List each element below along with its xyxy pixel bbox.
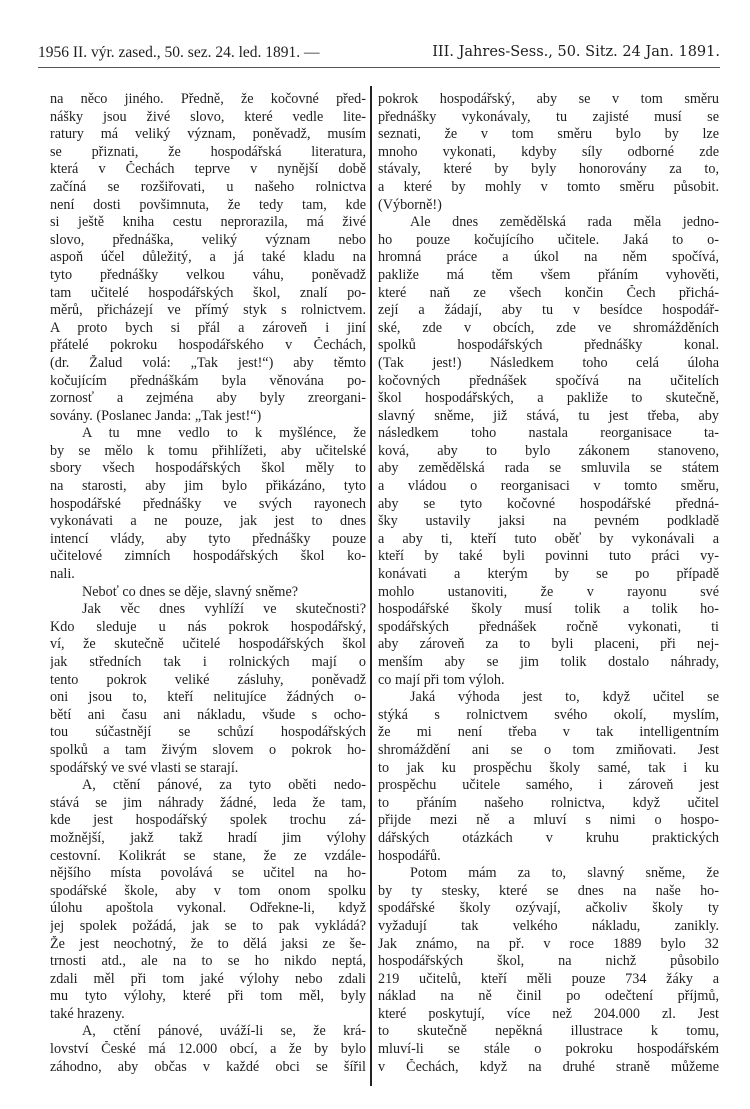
paragraph xyxy=(50,425,366,583)
text-line: (Tak jest!) Následkem toho celá úloha xyxy=(378,354,719,371)
text-line: 219 učitelů, kteří měli pouze 734 žáky a xyxy=(378,970,719,987)
text-line: mluví-li se stále o pokroku hospodářském xyxy=(378,1041,719,1058)
text-line: sovány. (Poslanec Janda: „Tak jest!“) xyxy=(50,407,262,424)
text-line: že mi není třeba v tak intelligentním xyxy=(378,724,719,741)
text-line: přijde mezi ně a mluví s nimi o hospo- xyxy=(378,812,719,829)
paragraph xyxy=(50,584,366,602)
text-line: které naň ze všech končin Čech přichá- xyxy=(378,284,719,301)
text-line: úlohu apoštola vykonal. Odřekne-li, když xyxy=(50,900,366,917)
text-line: škol hospodářských, a pakliže to skutečně, xyxy=(378,390,719,407)
text-line: cestovní. Kolikrát se stane, že ze vzdále- xyxy=(50,847,366,864)
text-line: stávaly, které by byly honorovány za to, xyxy=(378,161,719,178)
text-line: v Čechách, když na druhé straně můžeme xyxy=(378,1058,719,1075)
text-line: pokrok hospodářský, aby se v tom směru xyxy=(378,91,719,107)
text-line: náklad na ně činil po odečtení příjmů, xyxy=(378,988,719,1005)
page-header xyxy=(38,44,720,66)
header-rule xyxy=(38,67,720,68)
text-line: intencí vlády, aby tyto přednášky pouze xyxy=(50,530,366,547)
text-line: Kdo sleduje u nás pokrok hospodářský, xyxy=(50,618,366,635)
text-line: na starosti, aby jim bylo přikázáno, tyto xyxy=(50,478,366,495)
text-line: tou súčastnějí se schůzí hospodářských xyxy=(50,724,366,741)
paragraph xyxy=(50,601,366,777)
text-line: možnější, jakž takž hradí jim výlohy xyxy=(50,829,366,846)
text-line: Potom mám za to, slavný sněme, že xyxy=(410,865,719,882)
paragraph xyxy=(378,689,719,865)
text-line: lovství České má 12.000 obcí, a že by bylo xyxy=(50,1041,366,1058)
text-line: pakliže má těm všem přáním vyhověti, xyxy=(378,266,719,283)
text-line: nášky jsou živé slovo, které vedle lite- xyxy=(50,108,366,125)
text-line: tyto přednášky velkou váhu, poněvadž xyxy=(50,266,366,283)
text-line: se přiznati, že hospodářská literatura, xyxy=(50,143,366,160)
text-line: aby se tyto kočovné hospodářské předná- xyxy=(378,495,719,512)
text-line: aby zároveň za to byli placeni, při nej- xyxy=(378,636,719,653)
text-line: nějšího místa povolává se učitel na ho- xyxy=(50,865,366,882)
text-line: kočujícím přednáškám byla věnována po- xyxy=(50,372,366,389)
text-line: ho pouze kočujícího učitele. Jaká to o- xyxy=(378,231,719,248)
paragraph xyxy=(378,91,719,214)
text-line: a aby ti, kteří tuto oběť by vykonávali a xyxy=(378,530,719,547)
header-czech: 1956 II. výr. zased., 50. sez. 24. led. 1891. — xyxy=(38,44,320,61)
text-line: tam učitelé hospodářských škol, znalí po- xyxy=(50,284,366,301)
text-line: kde jest hospodářský spolek trochu zá- xyxy=(50,812,366,829)
text-line: jej spolek požádá, jak se to pak vykládá? xyxy=(50,917,366,934)
column-divider xyxy=(370,86,372,1086)
text-line: seznati, že v tom směru bylo by lze xyxy=(378,126,719,143)
text-line: to jak ku prospěchu školy samé, tak i ku xyxy=(378,759,719,776)
text-line: šky ustavily jaksi na pevném podkladě xyxy=(378,513,719,530)
text-line: spodářských přednášek ročně vykonati, ti xyxy=(378,618,719,635)
text-line: prospěchu učitele samého, i zároveň jest xyxy=(378,777,719,794)
text-line: A proto bych si přál a zároveň i jiní xyxy=(50,319,366,336)
text-line: a vládou o reorganisaci v tomto směru, xyxy=(378,478,719,495)
text-line: stýká s rolnictvem svého okolí, myslím, xyxy=(378,706,719,723)
text-line: také hrazeny. xyxy=(50,1005,125,1022)
text-line: mu tyto výlohy, které při tom měl, byly xyxy=(50,988,366,1005)
text-line: to přáním našeho rolnictva, když učitel xyxy=(378,794,719,811)
text-line: dářských otázkách v kruhu praktických xyxy=(378,829,719,846)
text-line: přednášky vykonávaly, tu zajisté musí se xyxy=(378,108,719,125)
text-line: učitelové zimních hospodářských škol ko- xyxy=(50,548,366,565)
text-line: Jak známo, na př. v roce 1889 bylo 32 xyxy=(378,935,719,952)
text-line: oni jsou to, kteří nelitujíce žádných o- xyxy=(50,689,366,706)
text-line: měrů, přicházejí ve přímý styk s rolnictvem. xyxy=(50,302,366,319)
text-line: A, ctění pánové, za tyto oběti nedo- xyxy=(82,777,366,794)
paragraph xyxy=(378,865,719,1076)
text-line: hospodářské přednášky ve svých rayonech xyxy=(50,495,366,512)
text-line: Ale dnes zemědělská rada měla jedno- xyxy=(410,214,719,231)
text-line: zornosť a zejména aby byly zreorgani- xyxy=(50,390,366,407)
text-line: slavný sněme, již stává, tu jest třeba, aby xyxy=(378,407,719,424)
paragraph xyxy=(50,777,366,1023)
text-line: aby zemědělská rada se smluvila se státem xyxy=(378,460,719,477)
text-line: jak středních tak i rolnických mají o xyxy=(50,654,366,670)
left-column xyxy=(50,91,366,1076)
text-line: vyžadují tak velkého nákladu, zanikly. xyxy=(378,917,719,934)
paragraph xyxy=(50,1023,366,1076)
text-line: spodářský ve své vlasti se starají. xyxy=(50,759,239,776)
text-line: co mají při tom výloh. xyxy=(378,671,505,688)
text-line: která v Čechách teprve v nynější době xyxy=(50,161,366,178)
text-line: hospodářů. xyxy=(378,847,441,864)
text-line: spolků hospodářských přednášky konal. xyxy=(378,337,719,354)
text-line: slovo, přednáška, veliký význam nebo xyxy=(50,231,366,248)
text-line: hospodářských škol, na nichž působilo xyxy=(378,953,719,970)
text-line: není dosti povšimnuta, že tedy tam, kde xyxy=(50,196,366,213)
text-line: menším aby se jim tolik dostalo náhrady, xyxy=(378,654,719,670)
right-column xyxy=(378,91,719,1076)
text-line: přátelé pokroku hospodářského v Čechách, xyxy=(50,337,366,354)
text-line: a které by mohly v tomto směru působit. xyxy=(378,178,719,195)
text-line: trnosti atd., ale na to se ho nikdo neptá, xyxy=(50,953,366,970)
text-line: které poskytují, více než 204.000 zl. Jest xyxy=(378,1005,719,1022)
text-line: spodářské školy ozývají, ačkoliv školy ty xyxy=(378,900,719,917)
text-line: ratury má veliký význam, poněvadž, musím xyxy=(50,126,366,143)
text-line: Jaká výhoda jest to, když učitel se xyxy=(410,689,719,706)
text-line: bětí ani času ani nákladu, všude s ocho- xyxy=(50,706,366,723)
text-line: vykonávati a ne pouze, jak jest to dnes xyxy=(50,513,366,530)
text-line: si ještě kniha cestu neprorazila, má živé xyxy=(50,214,366,231)
text-line: by se mělo k tomu přihlížeti, aby učitelské xyxy=(50,442,366,459)
text-line: shromáždění ani se o tom zmiňovati. Jest xyxy=(378,741,719,758)
text-line: ví, že skutečně učitelé hospodářských škol xyxy=(50,636,366,653)
text-line: Že jest neochotný, že to dělá jaksi ze še- xyxy=(50,935,366,952)
header-german: III. Jahres-Sess., 50. Sitz. 24 Jan. 1891. xyxy=(432,44,720,60)
text-line: Jak věc dnes vyhlíží ve skutečnosti? xyxy=(82,601,366,618)
paragraph xyxy=(50,91,366,425)
paragraph xyxy=(378,214,719,689)
text-line: nali. xyxy=(50,566,75,583)
text-line: zdali měl při tom jaké výlohy nebo zdali xyxy=(50,970,366,987)
text-line: ková, aby to bylo zákonem stanoveno, xyxy=(378,442,719,459)
text-line: to skutečně nepěkná illustrace k tomu, xyxy=(378,1023,719,1040)
text-line: na něco jiného. Předně, že kočovné před- xyxy=(50,91,366,107)
text-line: hromná práce a úkol na něm spočívá, xyxy=(378,249,719,266)
text-line: by ty stesky, které se dnes na naše ho- xyxy=(378,882,719,899)
text-line: spodářské škole, aby v tom onom spolku xyxy=(50,882,366,899)
text-line: kteří by také byli povinni tuto práci vy- xyxy=(378,548,719,565)
text-line: aspoň účel důležitý, a já také kladu na xyxy=(50,249,366,266)
text-line: následkem toho nastala reorganisace ta- xyxy=(378,425,719,442)
text-line: ské, zde v obcích, zde ve shromážděních xyxy=(378,319,719,336)
text-line: kočovných přednášek spočívá na učitelích xyxy=(378,372,719,389)
text-line: konávati a kterým by se po případě xyxy=(378,566,719,583)
text-line: Neboť co dnes se děje, slavný sněme? xyxy=(82,583,299,600)
text-line: tento pokrok veliké zásluhy, poněvadž xyxy=(50,671,366,688)
text-line: hospodářské školy musí tolik a tolik ho- xyxy=(378,601,719,618)
text-line: mohlo ustanoviti, že v rayonu své xyxy=(378,583,719,600)
text-line: stává se jim náhrady žádné, leda že tam, xyxy=(50,794,366,811)
text-line: spolků a tam živým slovem o pokrok ho- xyxy=(50,741,366,758)
text-line: (Výborně!) xyxy=(378,196,442,213)
text-line: záhodno, aby občas v každé obci se šířil xyxy=(50,1058,366,1075)
text-line: A, ctění pánové, uváží-li se, že krá- xyxy=(82,1023,366,1040)
text-line: A tu mne vedlo to k myšlénce, že xyxy=(82,425,366,442)
text-line: sbory všech hospodářských škol měly to xyxy=(50,460,366,477)
text-line: mnoho vykonati, kdyby síly odborné zde xyxy=(378,143,719,160)
text-line: (dr. Žalud volá: „Tak jest!“) aby těmto xyxy=(50,354,366,371)
text-line: začíná se rozšiřovati, u našeho rolnictva xyxy=(50,178,366,195)
text-line: zejí a žádají, aby tu v besídce hospodář- xyxy=(378,302,719,319)
